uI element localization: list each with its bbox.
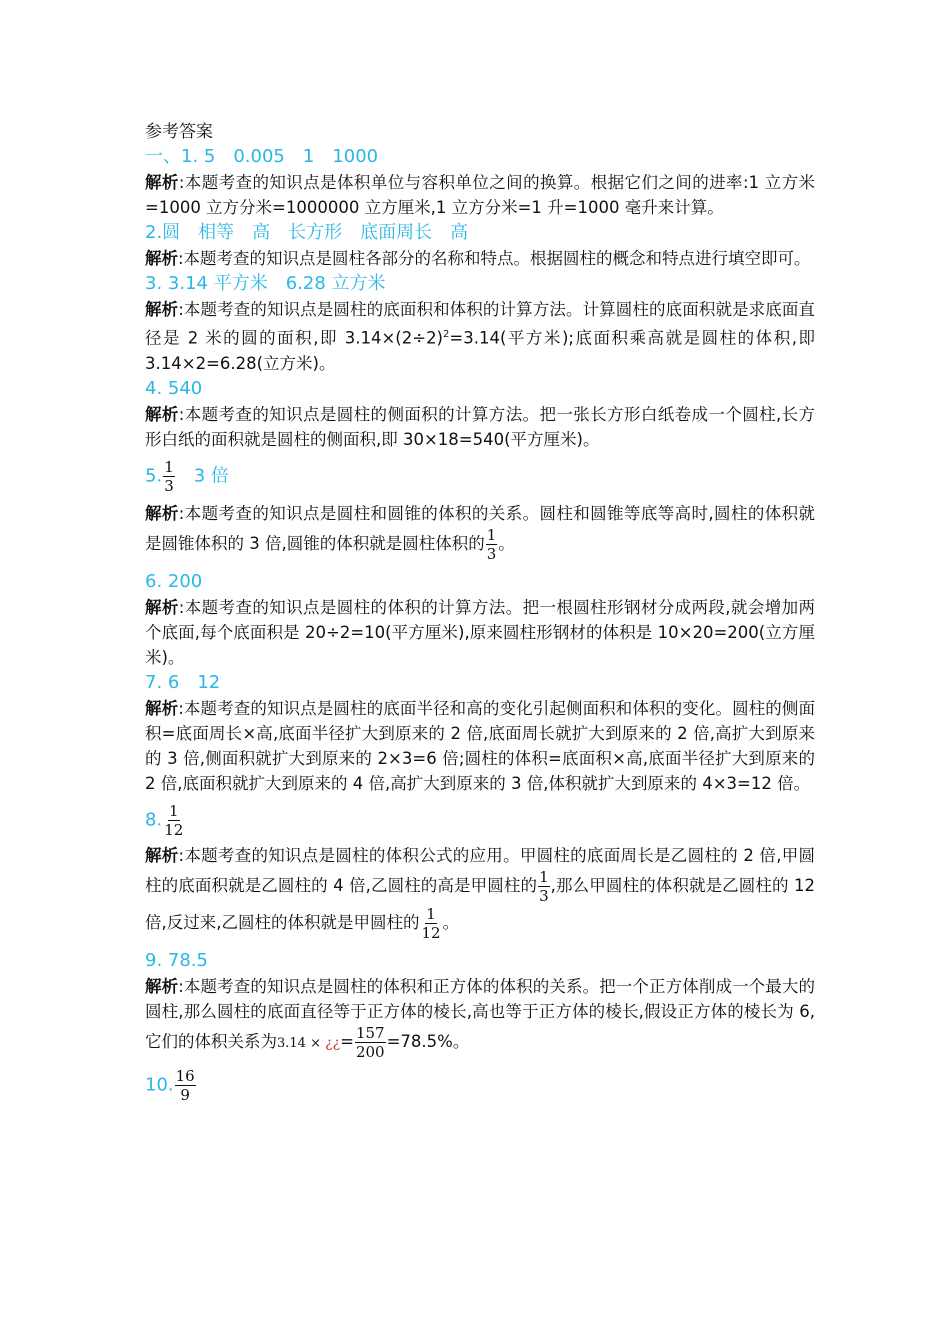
equals-sign: = bbox=[340, 1031, 354, 1051]
answer-number: 10. bbox=[145, 1074, 174, 1095]
explanation-text: 。 bbox=[442, 912, 460, 932]
explanation-label: 解析 bbox=[145, 249, 178, 268]
explanation-text: :本题考查的知识点是圆柱的底面积和体积的计算方法。计算圆柱的底面积就是求底面直径是 2 米的圆的面积,即 3.14×(2÷2) bbox=[145, 300, 816, 348]
fraction-denominator: 3 bbox=[539, 886, 549, 905]
answer-number: 5. bbox=[145, 465, 163, 486]
answer-10 bbox=[145, 1067, 815, 1104]
answer-6: 6. 200 bbox=[145, 570, 203, 592]
fraction bbox=[355, 1024, 386, 1061]
answer-1: 一、1. 5 0.005 1 1000 bbox=[145, 146, 379, 167]
explanation-label: 解析 bbox=[145, 976, 179, 996]
fraction-numerator: 16 bbox=[175, 1066, 195, 1085]
fraction-numerator: 1 bbox=[168, 801, 179, 820]
answer-2: 2.圆 相等 高 长方形 底面周长 高 bbox=[145, 222, 469, 243]
explanation-4 bbox=[145, 402, 815, 452]
explanation-text: :本题考查的知识点是圆柱的体积的计算方法。把一根圆柱形钢材分成两段,就会增加两个底面,每个底面积是 20÷2=10(平方厘米),原来圆柱形钢材的体积是 10×20=200(立方厘米)。 bbox=[145, 597, 816, 667]
fraction-denominator: 9 bbox=[180, 1085, 190, 1104]
explanation-8 bbox=[145, 843, 815, 942]
explanation-text: :本题考查的知识点是圆柱的侧面积的计算方法。把一张长方形白纸卷成一个圆柱,长方形白纸的面积就是圆柱的侧面积,即 30×18=540(平方厘米)。 bbox=[145, 404, 816, 449]
explanation-text: :本题考查的知识点是体积单位与容积单位之间的换算。根据它们之间的进率:1 立方米=1000 立方分米=1000000 立方厘米,1 立方分米=1 升=1000 毫升来计算。 bbox=[145, 173, 815, 217]
fraction-numerator: 1 bbox=[539, 867, 549, 886]
fraction-denominator: 200 bbox=[355, 1042, 385, 1061]
fraction bbox=[486, 526, 498, 563]
answer-5 bbox=[145, 458, 815, 495]
explanation-label: 解析 bbox=[145, 698, 179, 718]
formula-text: 3.14 × bbox=[277, 1035, 326, 1051]
explanation-text: ,那么甲圆柱的体积就是乙圆柱的 12 倍,反过来,乙圆柱的体积就是甲圆柱的 bbox=[145, 875, 815, 932]
answer-text: 3 倍 bbox=[175, 465, 229, 486]
fraction bbox=[538, 868, 550, 905]
explanation-5 bbox=[145, 501, 815, 563]
answer-3: 3. 3.14 平方米 6.28 立方米 bbox=[145, 273, 386, 294]
fraction-numerator: 1 bbox=[164, 457, 174, 476]
answer-9: 9. 78.5 bbox=[145, 949, 208, 971]
fraction bbox=[421, 905, 442, 942]
fraction-numerator: 157 bbox=[355, 1023, 385, 1042]
fraction-numerator: 1 bbox=[486, 525, 497, 544]
fraction-numerator: 1 bbox=[426, 904, 436, 923]
answer-7: 7. 6 12 bbox=[145, 671, 221, 693]
answer-8 bbox=[145, 802, 815, 839]
explanation-3 bbox=[145, 297, 815, 376]
fraction bbox=[163, 802, 184, 839]
explanation-2 bbox=[145, 246, 815, 271]
explanation-label: 解析 bbox=[145, 597, 179, 617]
explanation-text: =3.14(平方米);底面积乘高就是圆柱的体积,即 3.14×2=6.28(立方米)。 bbox=[145, 328, 815, 373]
explanation-6 bbox=[145, 595, 815, 670]
explanation-text: :本题考查的知识点是圆柱的底面半径和高的变化引起侧面积和体积的变化。圆柱的侧面积=底面周长×高,底面半径扩大到原来的 2 倍,底面周长就扩大到原来的 2 倍,高扩大到原来的 3 倍,侧面积就扩大到原来的 2×3=6 倍;圆柱的体积=底面积×高,底面半径扩大到原来的 2 倍,底面积就扩大到原来的 4 倍,高扩大到原来的 3 倍,体积就扩大到原来的 4×3=12 倍。 bbox=[145, 698, 816, 793]
fraction-denominator: 12 bbox=[421, 923, 441, 942]
page-title: 参考答案 bbox=[145, 122, 213, 142]
fraction-denominator: 3 bbox=[486, 544, 497, 563]
answer-number: 8. bbox=[145, 809, 163, 830]
explanation-text: :本题考查的知识点是圆柱各部分的名称和特点。根据圆柱的概念和特点进行填空即可。 bbox=[178, 249, 811, 268]
explanation-7 bbox=[145, 696, 815, 796]
explanation-text: :本题考查的知识点是圆柱的体积和正方体的体积的关系。把一个正方体削成一个最大的圆柱,那么圆柱的底面直径等于正方体的棱长,高也等于正方体的棱长,假设正方体的棱长为 6,它们的体积关系为 bbox=[145, 976, 816, 1051]
explanation-label: 解析 bbox=[145, 845, 179, 865]
explanation-label: 解析 bbox=[145, 173, 179, 192]
fraction bbox=[175, 1067, 196, 1104]
answer-sheet bbox=[145, 120, 815, 1104]
fraction-denominator: 12 bbox=[164, 820, 184, 839]
explanation-1 bbox=[145, 170, 815, 220]
explanation-9 bbox=[145, 974, 815, 1061]
explanation-text: 。 bbox=[498, 533, 515, 553]
garbled-symbol: ¿¿ bbox=[325, 1034, 341, 1051]
explanation-label: 解析 bbox=[145, 503, 179, 523]
answer-4: 4. 540 bbox=[145, 377, 203, 399]
explanation-text: :本题考查的知识点是圆柱的体积公式的应用。甲圆柱的底面周长是乙圆柱的 2 倍,甲圆柱的底面积就是乙圆柱的 4 倍,乙圆柱的高是甲圆柱的 bbox=[145, 845, 815, 895]
fraction-denominator: 3 bbox=[164, 476, 174, 495]
superscript: 2 bbox=[443, 329, 450, 340]
fraction bbox=[163, 458, 175, 495]
explanation-label: 解析 bbox=[145, 404, 179, 424]
explanation-text: :本题考查的知识点是圆柱和圆锥的体积的关系。圆柱和圆锥等底等高时,圆柱的体积就是圆锥体积的 3 倍,圆锥的体积就是圆柱体积的 bbox=[145, 503, 816, 553]
explanation-text: =78.5%。 bbox=[386, 1031, 470, 1051]
explanation-label: 解析 bbox=[145, 300, 179, 319]
